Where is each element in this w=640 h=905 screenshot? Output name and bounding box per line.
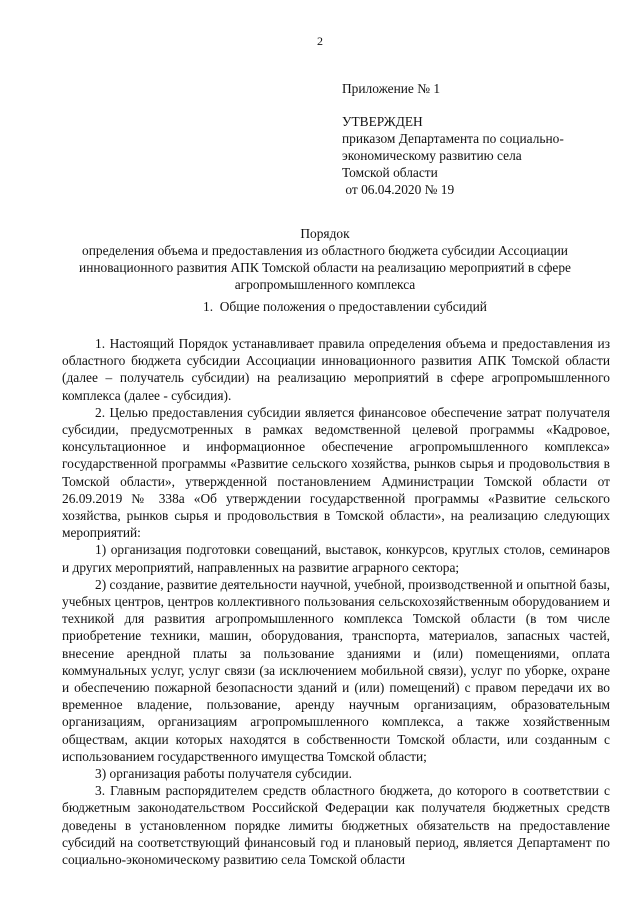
approval-block — [342, 80, 612, 198]
approval-line: приказом Департамента по социально- — [342, 131, 564, 146]
paragraph: 1. Настоящий Порядок устанавливает правила определения объема и предоставления из областного бюджета субсидии Ассоциации инновационного развития АПК Томской области (далее – получатель субсидии) на реализацию мероприятий в сфере агропромышленного комплекса (далее - субсидия). — [62, 336, 610, 403]
approval-line: экономическому развитию села — [342, 148, 522, 163]
title-line: инновационного развития АПК Томской области на реализацию мероприятий в сфере — [79, 260, 571, 275]
title-line: агропромышленного комплекса — [234, 277, 416, 292]
approved-label: УТВЕРЖДЕН — [342, 114, 423, 129]
approval-date: от 06.04.2020 № 19 — [342, 182, 455, 197]
list-item: 2) создание, развитие деятельности научной, учебной, производственной и опытной базы, учебных центров, центров коллективного пользования сельскохозяйственным оборудованием и техникой для развития агропромышленного комплекса Томской области (в том числе приобретение техники, машин, оборудования, транспорта, материалов, запасных частей, внесение арендной платы за пользование зданиями и (или) помещениями, оплата коммунальных услуг, услуг связи (за исключением мобильной связи), услуг по уборке, охране и обеспечению пожарной безопасности зданий и (или) помещений) с правом передачи их во временное владение, пользование, аренду научным организациям, образовательным организациям, организациям агропромышленного комплекса, а также хозяйственным обществам, акции которых находятся в собственности Томской области, или созданным с использованием государственного имущества Томской области; — [62, 576, 611, 764]
list-item: 3) организация работы получателя субсидии. — [95, 766, 352, 782]
document-title — [40, 225, 610, 293]
paragraph: 2. Целью предоставления субсидии является финансовое обеспечение затрат получателя субсидии, предусмотренных в рамках ведомственной целевой программы «Кадровое, консультационное и информационное обеспечение агропромышленного комплекса» государственной программы «Развитие сельского хозяйства, рынков сырья и продовольствия в Томской области», утвержденной постановлением Администрации Томской области от 26.09.2019 № 338а «Об утверждении государственной программы «Развитие сельского хозяйства, рынков сырья и продовольствия в Томской области», на реализацию следующих мероприятий: — [62, 404, 610, 541]
approval-line: Томской области — [342, 165, 438, 180]
document-body — [62, 335, 610, 868]
title-heading: Порядок — [300, 226, 350, 241]
page-number: 2 — [317, 34, 323, 48]
title-line: определения объема и предоставления из областного бюджета субсидии Ассоциации — [82, 243, 568, 258]
section-heading: 1. Общие положения о предоставлении субсидий — [203, 299, 487, 314]
paragraph: 3. Главным распорядителем средств областного бюджета, до которого в соответствии с бюджетным законодательством Российской Федерации как получателя бюджетных средств доведены в установленном порядке лимиты бюджетных обязательств на предоставление субсидий на соответствующий финансовый год и плановый период, является Департамент по социально-экономическому развитию села Томской области — [62, 783, 610, 868]
list-item: 1) организация подготовки совещаний, выставок, конкурсов, круглых столов, семинаров и других мероприятий, направленных на развитие аграрного сектора; — [62, 542, 610, 575]
appendix-label: Приложение № 1 — [342, 81, 441, 96]
